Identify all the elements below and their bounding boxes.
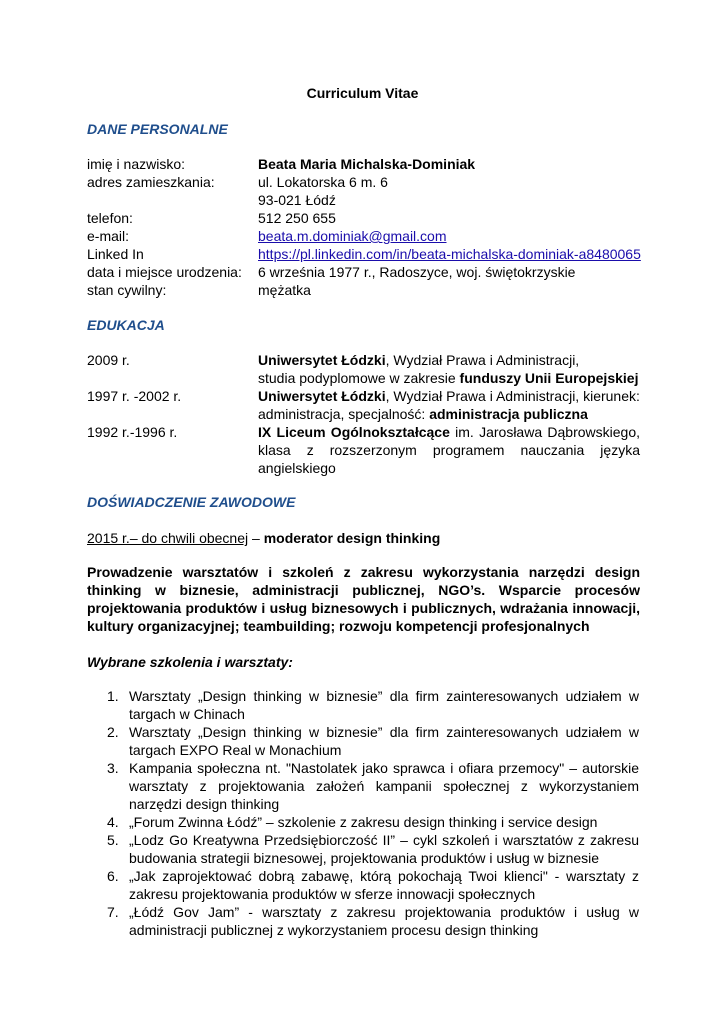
trainings-heading: Wybrane szkolenia i warsztaty:	[87, 654, 293, 670]
education-year: 2009 r.	[87, 352, 130, 368]
education-entry-line2	[258, 369, 640, 387]
status-value: mężatka	[258, 282, 311, 298]
email-label: e-mail:	[87, 228, 130, 244]
education-school: Uniwersytet Łódzki	[258, 388, 386, 404]
list-item-number: 1.	[107, 688, 119, 704]
status-label: stan cywilny:	[87, 282, 167, 298]
list-item	[107, 831, 639, 867]
list-item-text: Warsztaty „Design thinking w biznesie” dla firm zainteresowanych udziałem w targach EXPO Real w Monachium	[129, 724, 639, 758]
education-school: IX Liceum Ogólnokształcące	[258, 424, 450, 440]
email-link[interactable]: beata.m.dominiak@gmail.com	[258, 228, 447, 244]
job-header	[87, 529, 640, 547]
list-item-number: 4.	[107, 814, 119, 830]
section-experience-heading: DOŚWIADCZENIE ZAWODOWE	[87, 494, 296, 510]
document-title: Curriculum Vitae	[306, 85, 419, 101]
address-line1: ul. Lokatorska 6 m. 6	[258, 174, 388, 190]
education-detail: im. Jarosława Dąbrowskiego, klasa z rozszerzonym programem nauczania języka angielskiego	[258, 424, 640, 476]
education-field: funduszy Unii Europejskiej	[459, 370, 639, 386]
education-detail: , Wydział Prawa i Administracji, kierunek:	[385, 388, 640, 404]
education-year: 1992 r.-1996 r.	[87, 424, 178, 440]
list-item	[107, 903, 639, 939]
education-entry	[258, 351, 640, 369]
job-period: 2015 r.– do chwili obecnej	[87, 530, 249, 546]
job-role: moderator design thinking	[263, 530, 441, 546]
list-item	[107, 867, 639, 903]
education-detail: , Wydział Prawa i Administracji,	[385, 352, 580, 368]
list-item-number: 5.	[107, 832, 119, 848]
birth-label: data i miejsce urodzenia:	[87, 264, 242, 280]
list-item-text: „Lodz Go Kreatywna Przedsiębiorczość II” – cykl szkoleń i warsztatów z zakresu budowania strategii biznesowej, projektowania produktów i usług w biznesie	[129, 832, 639, 866]
list-item	[107, 759, 639, 813]
education-school: Uniwersytet Łódzki	[258, 352, 386, 368]
education-detail: administracja, specjalność:	[258, 406, 430, 422]
education-entry	[258, 387, 640, 405]
education-year: 1997 r. -2002 r.	[87, 388, 182, 404]
job-dash: –	[248, 530, 264, 546]
phone-value: 512 250 655	[258, 210, 336, 226]
list-item-text: Kampania społeczna nt. "Nastolatek jako sprawca i ofiara przemocy" – autorskie warsztaty z projektowania założeń kampanii społecznej z wykorzystaniem narzędzi design thinking	[129, 760, 639, 812]
address-line2: 93-021 Łódź	[258, 192, 336, 208]
list-item-text: „Łódź Gov Jam” - warsztaty z zakresu projektowania produktów i usług w administracji publicznej z wykorzystaniem procesu design thinking	[129, 904, 639, 938]
list-item-number: 7.	[107, 904, 119, 920]
list-item	[107, 687, 639, 723]
list-item-number: 3.	[107, 760, 119, 776]
section-education-heading: EDUKACJA	[87, 317, 165, 333]
job-description: Prowadzenie warsztatów i szkoleń z zakresu wykorzystania narzędzi design thinking w biznesie, administracji publicznej, NGO’s. Wsparcie procesów projektowania produktów i usług biznesowych i publicznych, wdrażania innowacji, kultury organizacyjnej; teambuilding; rozwoju kompetencji profesjonalnych	[87, 564, 640, 634]
section-personal-heading: DANE PERSONALNE	[87, 121, 228, 137]
linkedin-label: Linked In	[87, 246, 144, 262]
list-item-number: 6.	[107, 868, 119, 884]
address-label: adres zamieszkania:	[87, 174, 215, 190]
list-item	[107, 723, 639, 759]
birth-value: 6 września 1977 r., Radoszyce, woj. świętokrzyskie	[258, 264, 576, 280]
education-detail: studia podyplomowe w zakresie	[258, 370, 460, 386]
list-item-text: Warsztaty „Design thinking w biznesie” dla firm zainteresowanych udziałem w targach w Chinach	[129, 688, 639, 722]
education-entry	[258, 423, 640, 477]
list-item	[107, 813, 639, 831]
education-field: administracja publiczna	[429, 406, 588, 422]
list-item-text: „Forum Zwinna Łódź” – szkolenie z zakresu design thinking i service design	[129, 814, 598, 830]
list-item-text: „Jak zaprojektować dobrą zabawę, którą pokochają Twoi klienci" - warsztaty z zakresu projektowania produktów w sferze innowacji społecznych	[129, 868, 639, 902]
phone-label: telefon:	[87, 210, 133, 226]
trainings-list	[107, 687, 639, 939]
name-value: Beata Maria Michalska-Dominiak	[258, 156, 476, 172]
list-item-number: 2.	[107, 724, 119, 740]
education-entry-line2	[258, 405, 640, 423]
linkedin-link[interactable]: https://pl.linkedin.com/in/beata-michalska-dominiak-a8480065	[258, 246, 641, 262]
name-label: imię i nazwisko:	[87, 156, 186, 172]
